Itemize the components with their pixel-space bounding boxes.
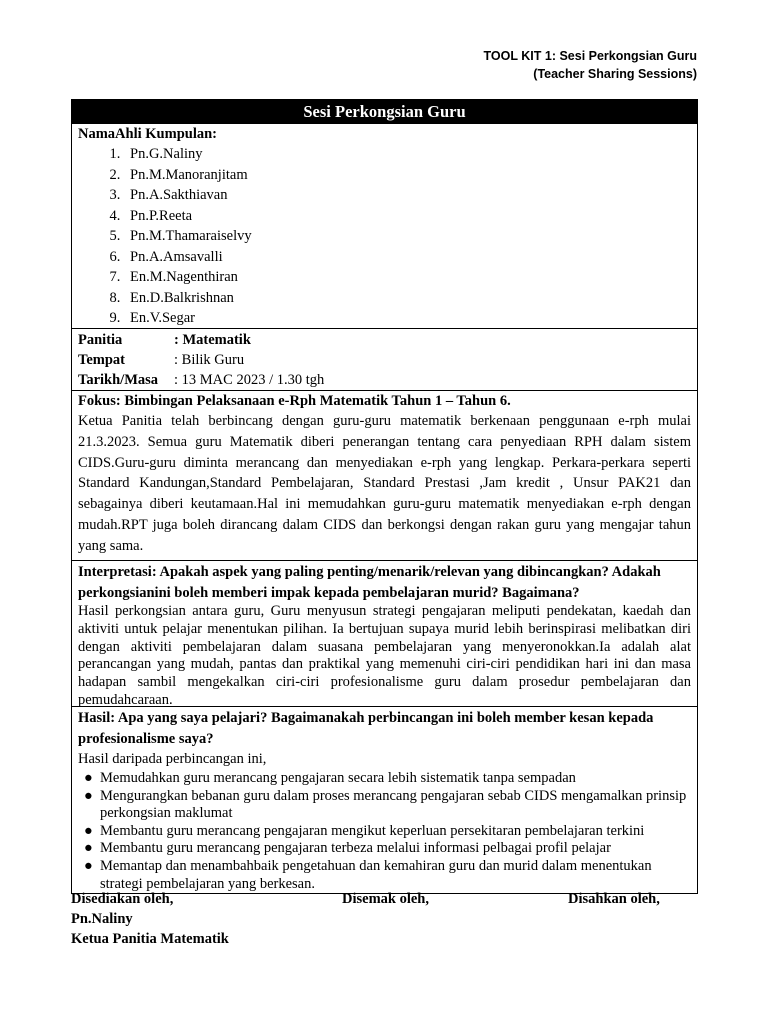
panitia-row bbox=[78, 330, 691, 350]
result-bullet-item bbox=[84, 787, 691, 823]
member-item: 7. En.M.Nagenthiran bbox=[124, 267, 691, 288]
bullet-icon: ● bbox=[84, 840, 93, 857]
member-item: 2. Pn.M.Manoranjitam bbox=[124, 165, 691, 186]
focus-label: Fokus: Bimbingan Pelaksanaan e-Rph Matematik Tahun 1 – Tahun 6. bbox=[78, 393, 511, 409]
tarikh-value: : 13 MAC 2023 / 1.30 tgh bbox=[174, 372, 325, 388]
signoff-section bbox=[71, 889, 691, 949]
tarikh-row bbox=[78, 370, 691, 390]
result-bullet-item bbox=[84, 770, 691, 788]
result-bullet-item bbox=[84, 857, 691, 893]
tarikh-label: Tarikh/Masa bbox=[78, 372, 159, 388]
member-item: 6. Pn.A.Amsavalli bbox=[124, 247, 691, 268]
member-item: 3. Pn.A.Sakthiavan bbox=[124, 185, 691, 206]
session-form bbox=[71, 99, 698, 894]
bullet-text: Membantu guru merancang pengajaran mengikut keperluan persekitaran pembelajaran terkini bbox=[100, 822, 645, 839]
approved-by-label: Disahkan oleh, bbox=[568, 891, 660, 907]
panitia-label: Panitia bbox=[78, 332, 123, 348]
interpretation-text: Hasil perkongsian antara guru, Guru menyusun strategi pengajaran meliputi pendekatan, kaedah dan aktiviti untuk pelajar menentukan pilihan. Ia bertujuan supaya murid lebih berinspirasi melibatkan diri dengan aktiviti pembelajaran dalam suasana pembelajaran yang menyeronokkan.Ia adalah alat perancangan yang mudah, pantas dan praktikal yang memenuhi ciri-ciri pendidikan hari ini dan masa hadapan sambil mengekalkan ciri-ciri profesionalisme guru dalam prosedur pembelajaran dan pemudahcaraan. bbox=[78, 603, 691, 708]
members-section bbox=[72, 123, 697, 328]
interpretation-label: Interpretasi: Apakah aspek yang paling penting/menarik/relevan yang dibincangkan? Adakah perkongsianini boleh memberi impak kepada pembelajaran murid? Bagaimana? bbox=[78, 564, 661, 601]
result-label: Hasil: Apa yang saya pelajari? Bagaimanakah perbincangan ini boleh member kesan kepada profesionalisme saya? bbox=[78, 710, 654, 747]
bullet-icon: ● bbox=[84, 787, 93, 804]
result-section bbox=[72, 706, 697, 893]
focus-text: Ketua Panitia telah berbincang dengan guru-guru matematik berkenaan penggunaan e-rph mulai 21.3.2023. Semua guru Matematik diberi penerangan tentang cara penyediaan RPH dalam sistem CIDS.Guru-guru diminta merancang dan menyediakan e-rph yang lengkap. Perkara-perkara seperti Standard Kandungan,Standard Pembelajaran, Standard Prestasi ,Jam kredit , Unsur PAK21 dan sebagainya diberi keutamaan.Hal ini memudahkan guru-guru matematik menyediakan e-rph dengan mudah.RPT juga boleh dirancang dalam CIDS dan berkongsi dengan rakan guru yang mengajar tahun yang sama. bbox=[78, 413, 691, 554]
member-item: 5. Pn.M.Thamaraiselvy bbox=[124, 226, 691, 247]
tempat-row bbox=[78, 350, 691, 370]
bullet-text: Membantu guru merancang pengajaran terbeza melalui informasi pelbagai profil pelajar bbox=[100, 840, 611, 857]
result-bullets bbox=[78, 770, 691, 893]
signoff-name: Pn.Naliny bbox=[71, 911, 133, 927]
meta-section bbox=[72, 328, 697, 390]
member-item: 1. Pn.G.Naliny bbox=[124, 144, 691, 165]
prepared-by-label: Disediakan oleh, bbox=[71, 891, 174, 907]
result-bullet-item bbox=[84, 822, 691, 841]
bullet-text: Memantap dan menambahbaik pengetahuan dan kemahiran guru dan murid dalam menentukan strategi pembelajaran yang berkesan. bbox=[100, 857, 652, 892]
panitia-value: : Matematik bbox=[174, 332, 251, 348]
focus-section bbox=[72, 390, 697, 560]
result-intro: Hasil daripada perbincangan ini, bbox=[78, 751, 267, 767]
tempat-value: : Bilik Guru bbox=[174, 352, 245, 368]
checked-by-label: Disemak oleh, bbox=[342, 891, 429, 907]
toolkit-subtitle: (Teacher Sharing Sessions) bbox=[533, 67, 697, 81]
form-title: Sesi Perkongsian Guru bbox=[72, 100, 697, 123]
tempat-label: Tempat bbox=[78, 352, 125, 368]
bullet-text: Memudahkan guru merancang pengajaran secara lebih sistematik tanpa sempadan bbox=[100, 770, 576, 786]
bullet-icon: ● bbox=[84, 857, 93, 874]
interpretation-section bbox=[72, 560, 697, 706]
member-item: 8. En.D.Balkrishnan bbox=[124, 288, 691, 309]
toolkit-header bbox=[484, 47, 697, 83]
member-item: 4. Pn.P.Reeta bbox=[124, 206, 691, 227]
member-item: 9. En.V.Segar bbox=[124, 308, 691, 329]
members-list bbox=[78, 144, 691, 329]
bullet-icon: ● bbox=[84, 770, 93, 786]
members-label: NamaAhli Kumpulan: bbox=[78, 126, 217, 142]
toolkit-title: TOOL KIT 1: Sesi Perkongsian Guru bbox=[483, 49, 697, 63]
bullet-icon: ● bbox=[84, 822, 93, 839]
result-bullet-item bbox=[84, 840, 691, 858]
signoff-row bbox=[71, 889, 691, 909]
signoff-position: Ketua Panitia Matematik bbox=[71, 931, 229, 947]
bullet-text: Mengurangkan bebanan guru dalam proses merancang pengajaran sebab CIDS mengamalkan prinsip perkongsian maklumat bbox=[100, 787, 687, 822]
